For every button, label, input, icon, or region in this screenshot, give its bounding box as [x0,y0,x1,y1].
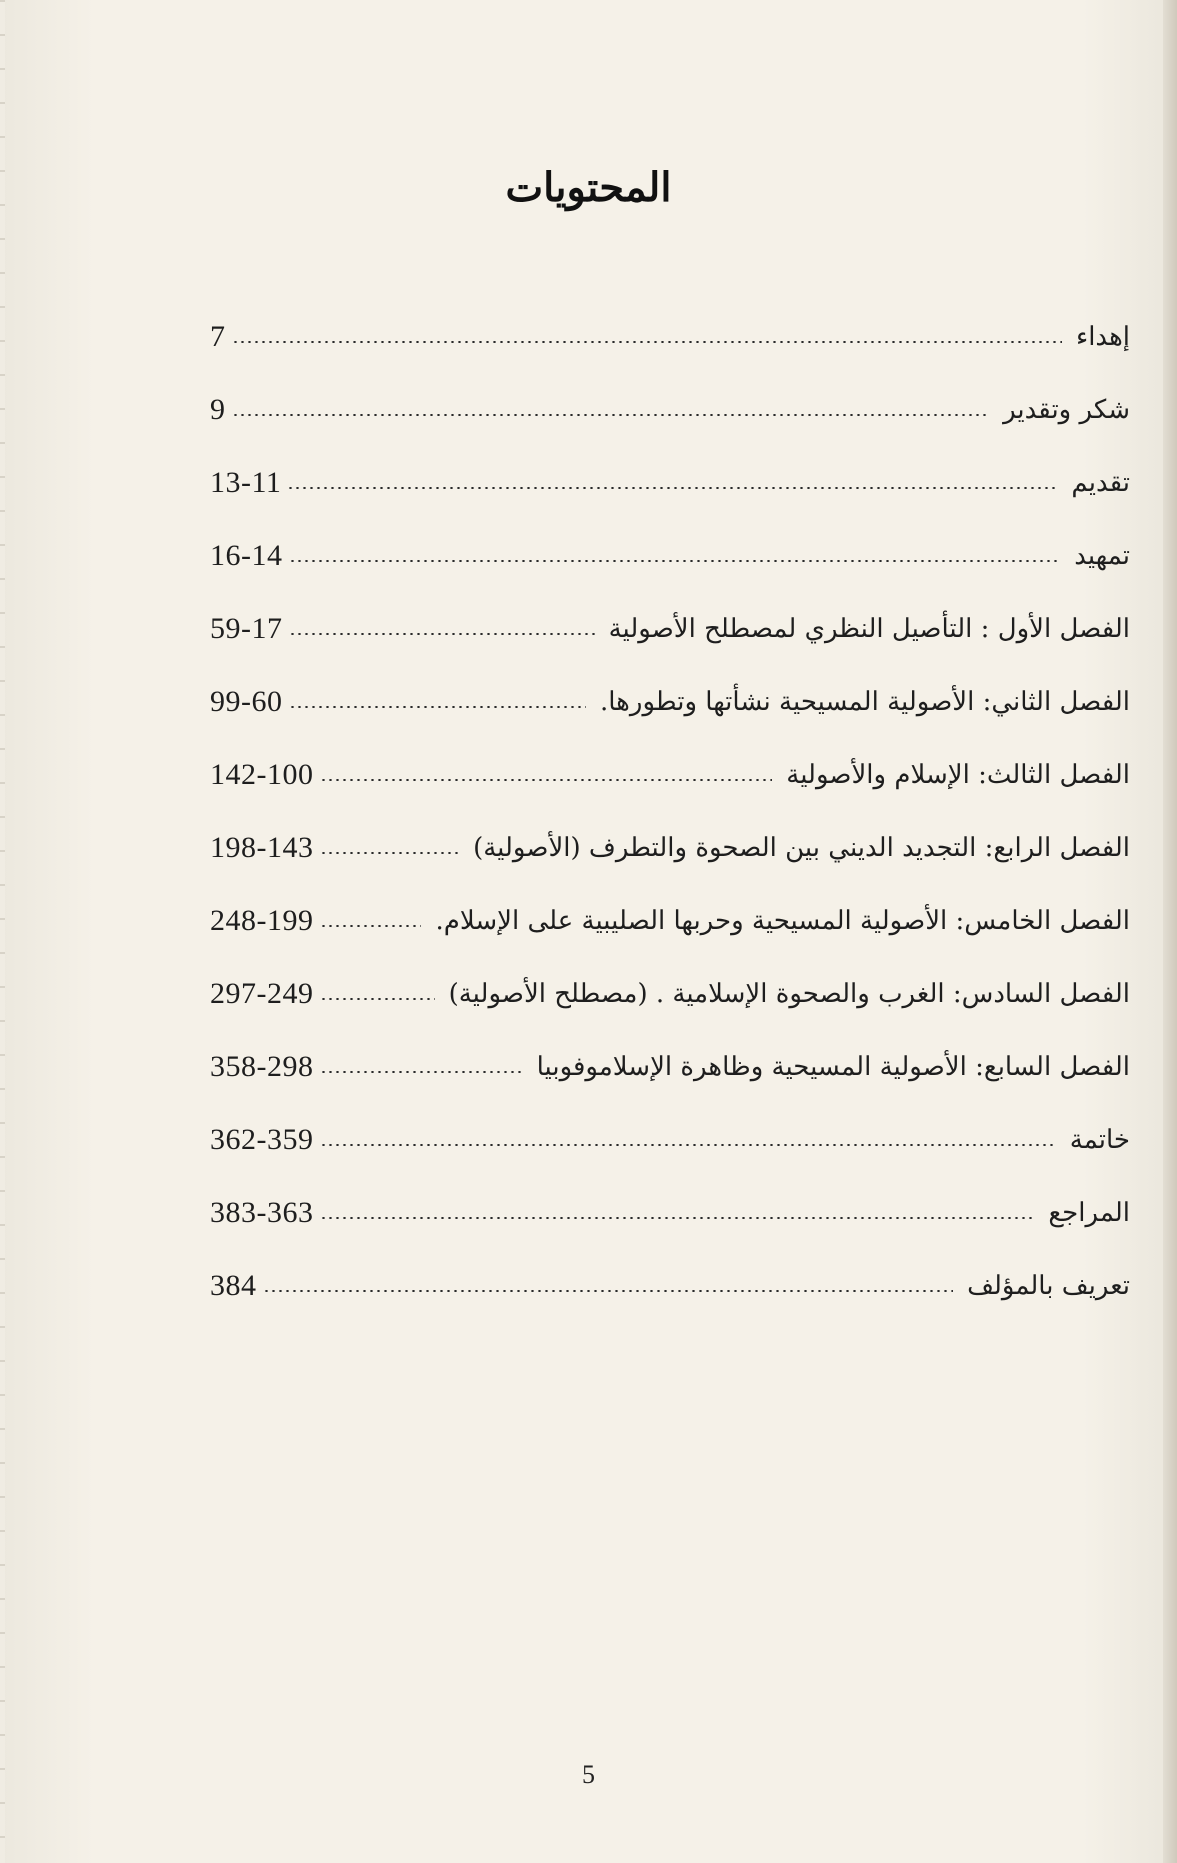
toc-entry-title: الفصل السابع: الأصولية المسيحية وظاهرة الإسلاموفوبيا [536,1051,1130,1082]
toc-entry-references [210,1176,1130,1249]
toc-entry-chapter-7 [210,1030,1130,1103]
toc-entry-title: شكر وتقدير [1003,394,1130,425]
toc-entry-introduction [210,446,1130,519]
toc-entry-about-author [210,1249,1130,1322]
toc-entry-chapter-4 [210,811,1130,884]
page-left-edge [0,0,5,1863]
toc-entry-title: الفصل الأول : التأصيل النظري لمصطلح الأصولية [608,613,1130,644]
toc-entry-chapter-3 [210,738,1130,811]
toc-entry-title: الفصل الثالث: الإسلام والأصولية [786,759,1130,790]
toc-entry-pages: 358-298 [210,1049,314,1083]
toc-leader-dots [320,779,773,781]
toc-leader-dots [320,852,460,854]
toc-entry-pages: 16-14 [210,538,283,572]
toc-leader-dots [263,1290,954,1292]
toc-entry-pages: 383-363 [210,1195,314,1229]
toc-entry-pages: 362-359 [210,1122,314,1156]
toc-entry-title: خاتمة [1069,1124,1130,1155]
toc-entry-pages: 384 [210,1268,257,1302]
toc-leader-dots [232,414,990,416]
toc-entry-dedication [210,300,1130,373]
page-number: 5 [582,1760,595,1789]
toc-entry-title: إهداء [1075,321,1130,352]
toc-entry-chapter-1 [210,592,1130,665]
toc-entry-title: تعريف بالمؤلف [967,1270,1130,1301]
toc-entry-title: الفصل الخامس: الأصولية المسيحية وحربها الصليبية على الإسلام. [435,905,1130,936]
toc-entry-pages: 142-100 [210,757,314,791]
toc-entry-pages: 9 [210,392,226,426]
toc-leader-dots [320,1144,1056,1146]
toc-entry-title: تقديم [1071,467,1130,498]
page-title: المحتويات [505,164,672,211]
toc-leader-dots [287,487,1057,489]
toc-entry-pages: 198-143 [210,830,314,864]
toc-leader-dots [320,998,435,1000]
toc-entry-acknowledgments [210,373,1130,446]
toc-entry-conclusion [210,1103,1130,1176]
toc-leader-dots [289,706,587,708]
table-of-contents [210,300,1130,1322]
toc-entry-pages: 13-11 [210,465,282,499]
toc-leader-dots [232,341,1062,343]
toc-entry-title: المراجع [1048,1197,1130,1228]
toc-leader-dots [320,1071,523,1073]
toc-entry-pages: 59-17 [210,611,283,645]
toc-entry-title: تمهيد [1074,540,1130,571]
toc-leader-dots [320,1217,1035,1219]
toc-leader-dots [289,633,595,635]
toc-entry-chapter-6 [210,957,1130,1030]
toc-entry-title: الفصل السادس: الغرب والصحوة الإسلامية . (مصطلح الأصولية) [448,978,1130,1009]
toc-entry-pages: 297-249 [210,976,314,1010]
toc-entry-chapter-5 [210,884,1130,957]
toc-entry-chapter-2 [210,665,1130,738]
toc-entry-pages: 7 [210,319,226,353]
toc-leader-dots [289,560,1061,562]
page-right-edge [1163,0,1177,1863]
toc-entry-title: الفصل الثاني: الأصولية المسيحية نشأتها وتطورها. [600,686,1130,717]
toc-entry-pages: 99-60 [210,684,283,718]
toc-entry-title: الفصل الرابع: التجديد الديني بين الصحوة والتطرف (الأصولية) [473,832,1130,863]
toc-entry-preface [210,519,1130,592]
toc-entry-pages: 248-199 [210,903,314,937]
toc-leader-dots [320,925,422,927]
